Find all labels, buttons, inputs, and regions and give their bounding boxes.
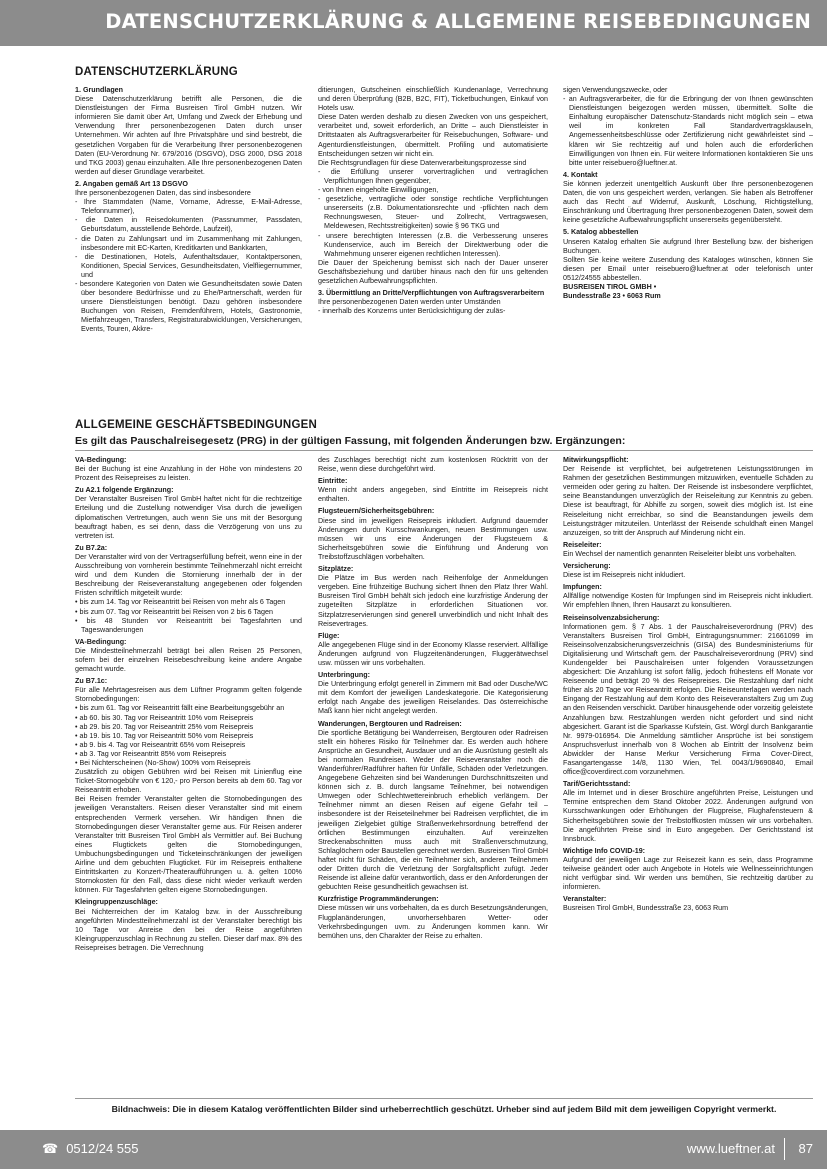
paragraph: Alle im Internet und in dieser Broschüre angeführten Preise, Leistungen und Termine entsprechen dem Stand Oktober 2022. Änderungen aufgrund von Kursschwankungen oder Erhöhungen der Flugpreise, Flughafensteuern & Sicherheitsgebühren sowie der Treibstoffkosten müssen wir uns vorbehalten. Die angeführten Preise sind in Euro angegeben. Der Gerichtsstand ist Innsbruck. — [563, 789, 813, 843]
list-item: - Ihre Stammdaten (Name, Vorname, Adresse, E-Mail-Adresse, Telefonnummer), — [75, 198, 302, 216]
list-item: • ab 9. bis 4. Tag vor Reiseantritt 65% vom Reisepreis — [75, 740, 246, 749]
footer-separator — [784, 1138, 785, 1160]
section-heading: Veranstalter: — [563, 895, 607, 904]
section-heading: Zu B7.1c: — [75, 677, 108, 686]
footer-bar — [0, 1130, 827, 1169]
paragraph: Wenn nicht anders angegeben, sind Eintritte im Reisepreis nicht enthalten. — [318, 486, 548, 504]
section-heading: 3. Übermittlung an Dritte/Verpflichtungen von Auftragsverarbeitern — [318, 289, 545, 298]
paragraph: Der Reisende ist verpflichtet, bei aufgetretenen Leistungsstörungen im Rahmen der gesetzlichen Bestimmungen mitzuwirken, eventuelle Schäden zu vermeiden oder gering zu halten. Der Reisende ist insbesondere verpflichtet, seine Beanstandungen unverzüglich der Reiseleitung zur Kenntnis zu geben. Diese ist beauftragt, für Abhilfe zu sorgen, soweit dies möglich ist. Ist eine Reiseleitung nicht erreichbar, so sind die Beanstandungen jeweils dem Leistungsträger mitzuteilen. Unterlässt der Reisende schuldhaft einen Mangel anzuzeigen, so tritt der Anspruch auf Minderung nicht ein. — [563, 465, 813, 537]
terms-subtitle: Es gilt das Pauschalreisegesetz (PRG) in der gültigen Fassung, mit folgenden Änderungen bzw. Ergänzungen: — [75, 435, 626, 447]
privacy-column-3 — [563, 86, 813, 301]
company-address: Bundesstraße 23 • 6063 Rum — [563, 292, 661, 301]
paragraph: Die sportliche Betätigung bei Wanderreisen, Bergtouren oder Radreisen stellt ein höheres Risiko für Teilnehmer dar. Es werden auch höhere Ansprüche an Gesundheit, Ausdauer und an die Ausrüstung gestellt als bei normalen Rundreisen. Weder der Reiseveranstalter noch die Wanderführer/Radführer haften für Unfälle, Schäden oder Verletzungen. Angegebene Gehzeiten sind bei Wanderungen Durchschnittszeiten und können sich z. B. durch langsame Teilnehmer, bei notwendigen Umwegen oder Schlechtwettereinbruch erheblich verlängern. Der Teilnehmer nimmt an diesen Reisen auf eigene Gefahr teil – insbesondere ist der Reiseteilnehmer bei Radreisen verpflichtet, die im jeweiligen Zielgebiet gültige Straßenverkehrsordnung betreffend der örtlichen Bestimmungen einzuhalten. Auf vereinzelten Streckenabschnitten muss auch mit Straßenverschmutzung, Schlaglöchern oder Baustellen gerechnet werden. Busreisen Tirol GmbH haftet nicht für Schäden, die ein Teilnehmer sich, anderen Teilnehmern oder Dritten durch die Verletzung der Sorgfaltspflicht zufügt. Jeder Reisende ist alleine dafür verantwortlich, dass er den Anforderungen der gebuchten Reise gesundheitlich gewachsen ist. — [318, 728, 548, 892]
list-item: • ab 60. bis 30. Tag vor Reiseantritt 10% vom Reisepreis — [75, 713, 254, 722]
privacy-column-1 — [75, 86, 302, 335]
paragraph: sigen Verwendungszwecke, oder — [563, 86, 668, 94]
paragraph: Für alle Mehrtagesreisen aus dem Lüftner Programm gelten folgende Stornobedingungen: — [75, 686, 302, 704]
paragraph: Diese Datenschutzerklärung betrifft alle Personen, die die Dienstleistungen der Firma Busreisen Tirol GmbH nutzen. Wir informieren Sie damit über Art, Umfang und Zweck der Erhebung und Verwendung Ihrer personenbezogenen Daten durch unser Unternehmen. Wir achten auf Ihre Privatsphäre und sind bestrebt, die gesetzlichen Vorgaben für die Verarbeitung Ihrer personenbezogenen Daten (EU-Verordnung Nr. 679/2016 (DSGVO), DSG 2000, DSG 2018 und TKG 2003) genau einzuhalten. Alle Ihre personenbezogenen Daten werden auf dieser Grundlage verarbeitet. — [75, 95, 302, 176]
section-heading: Mitwirkungspflicht: — [563, 456, 629, 464]
section-heading: Sitzplätze: — [318, 565, 354, 574]
paragraph: Unseren Katalog erhalten Sie aufgrund Ihrer Bestellung bzw. der bisherigen Buchungen. — [563, 237, 813, 255]
section-heading: Wanderungen, Bergtouren und Radreisen: — [318, 719, 462, 728]
page-header-title: DATENSCHUTZERKLÄRUNG & ALLGEMEINE REISEBEDINGUNGEN — [105, 10, 811, 33]
footer-phone[interactable] — [42, 1141, 139, 1157]
paragraph: Allfällige notwendige Kosten für Impfungen sind im Reisepreis nicht inkludiert. Wir empfehlen Ihnen, Ihren Hausarzt zu konsultieren. — [563, 592, 813, 610]
list-item: - an Auftragsverarbeiter, die für die Erbringung der von Ihnen gewünschten Dienstleistungen beigezogen werden müssen, übermittelt. Sollte die Einhaltung europäischer Datenschutz-Standards nicht möglich sein – etwa weil im konkreten Fall Standardvertragsklauseln, Angemessenheitsbeschlüsse oder Zertifizierung nicht gewährleistet sind – klären wir Sie rechtzeitig auf und holen auch die erforderlichen Einwilligungen von Ihnen ein. Für weitere Informationen kontaktieren Sie uns bitte unter reisebuero@lueftner.at. — [563, 95, 813, 167]
paragraph: Diese müssen wir uns vorbehalten, da es durch Besetzungsänderungen, Flugplanänderungen, unvorhersehbaren Wetter- oder Verkehrsbedingungen uvm. zu Änderungen kommen kann. Wir bemühen uns, den Charakter der Reise zu erhalten. — [318, 904, 548, 940]
list-item: - unsere berechtigten Interessen (z.B. die Verbesserung unseres Kundenservice, auch im Bereich der Direktwerbung oder die Wahrnehmung unserer eigenen rechtlichen Interessen). — [318, 231, 548, 258]
bullet-list — [318, 307, 548, 316]
page-number: 87 — [798, 1141, 813, 1156]
section-heading: Impfungen: — [563, 583, 602, 592]
section-heading: 4. Kontakt — [563, 170, 598, 179]
list-item: - die Daten zu Zahlungsart und im Zusammenhang mit Zahlungen, insbesondere mit EC-Karten, Kreditkarten und Bankkarten, — [75, 234, 302, 252]
company-name: BUSREISEN TIROL GMBH • — [563, 282, 657, 291]
paragraph: Die Dauer der Speicherung bemisst sich nach der Dauer unserer Geschäftsbeziehung und darüber hinaus nach den für uns geltenden gesetzlichen Aufbewahrungspflichten. — [318, 258, 548, 285]
terms-column-2 — [318, 456, 548, 941]
paragraph: Aufgrund der jeweiligen Lage zur Reisezeit kann es sein, dass Programme teilweise geändert oder auch Angebote in Hotels wie Wellnesseinrichtungen nicht verfügbar sind. Wir werden uns bemühen, Sie rechtzeitig darüber zu informieren. — [563, 855, 813, 892]
paragraph: Alle angegebenen Flüge sind in der Economy Klasse reserviert. Allfällige Änderungen aufgrund von Flugzeitenänderungen, Fluggerätwechsel usw. müssen wir uns vorbehalten. — [318, 640, 548, 667]
paragraph: Sie können jederzeit unentgeltlich Auskunft über Ihre personenbezogenen Daten, die von uns gespeichert werden, verlangen. Sie haben als Betroffener auch das Recht auf Widerruf, Auskunft, Löschung, Richtigstellung, Einschränkung und Übertragung Ihrer personenbezogenen Daten, soweit dem keine gesetzliche Aufbewahrungspflicht unsererseits gegenübersteht. — [563, 179, 813, 225]
section-heading: Zu A2.1 folgende Ergänzung: — [75, 486, 174, 495]
paragraph: Sollten Sie keine weitere Zusendung des Kataloges wünschen, können Sie diesen per Email unter reisebuero@lueftner.at oder telefonisch unter 0512/24555 abbestellen. — [563, 255, 813, 282]
divider — [75, 450, 813, 451]
bullet-list — [563, 95, 813, 168]
paragraph: Bei Reisen fremder Veranstalter gelten die Stornobedingungen des jeweiligen Veranstalters. Reisen dieser Veranstalter sind mit einem entsprechenden Vermerk versehen. Wir händigen Ihnen die Stornobedingungen dieser Veranstalter gerne aus. Für Reisen anderer Veranstalter tritt Busreisen Tirol GmbH als Vermittler auf. Bei Buchung eines Flugtickets gelten die Stornobedingungen, Umbuchungsbedingungen und Ticketeinschränkungen der jeweiligen Airline und dem gebuchten Flugticket. Für im Reisepreis enthaltene Eintrittskarten zu Konzert-/Theateraufführungen u. ä. gelten 100% Stornokosten für den Fall, dass diese nicht wieder verkauft werden können. Für Tagesfahrten gelten eigene Stornobedingungen. — [75, 795, 302, 895]
bullet-list — [75, 704, 302, 768]
paragraph: Diese sind im jeweiligen Reisepreis inkludiert. Aufgrund dauernder Änderungen durch Kursschwankungen, neuen Bestimmungen usw. müssen wir uns eine Änderungen der Flugsteuern & Sicherheitsgebühren sowie die Einführung und Änderung von Treibstoffzuschlägen vorbehalten. — [318, 516, 548, 561]
section-heading: Versicherung: — [563, 562, 611, 571]
section-heading: VA-Bedingung: — [75, 456, 127, 464]
paragraph: Diese Daten werden deshalb zu diesen Zwecken von uns gespeichert, verarbeitet und, soweit erforderlich, an Dritte – auch Dienstleister in Drittstaaten als Auftragsverarbeiter für Reisebuchungen, Software- und Agenturdienstleistungen, übermittelt. Profiling und automatisierte Entscheidungen setzen wir nicht ein. — [318, 113, 548, 158]
list-item: • bis zum 61. Tag vor Reiseantritt fällt eine Bearbeitungsgebühr an — [75, 704, 285, 713]
section-heading: Eintritte: — [318, 477, 348, 486]
website-link[interactable]: www.lueftner.at — [686, 1141, 775, 1156]
section-heading: Zu B7.2a: — [75, 543, 108, 552]
paragraph: des Zuschlages berechtigt nicht zum kostenlosen Rücktritt von der Reise, wenn diese durchgeführt wird. — [318, 456, 548, 474]
paragraph: Der Veranstalter Busreisen Tirol GmbH haftet nicht für die rechtzeitige Erteilung und die Zustellung notwendiger Visa durch die jeweiligen diplomatischen Vertretungen, auch wenn Sie uns mit der Besorgung beauftragt haben, es sei denn, dass die Verzögerung von uns zu vertreten ist. — [75, 495, 302, 540]
bullet-list — [318, 168, 548, 259]
list-item: - gesetzliche, vertragliche oder sonstige rechtliche Verpflichtungen unsererseits (z.B. Dokumentationsrechte und -pflichten nach dem Rechnungswesen, Steuer- und Zollrecht, Vertragswesen, Meldewesen, Rechtsstreitigkeiten) sowie § 96 TKG und — [318, 195, 548, 231]
paragraph: Busreisen Tirol GmbH, Bundesstraße 23, 6063 Rum — [563, 904, 729, 913]
terms-column-3 — [563, 456, 813, 914]
section-heading: 2. Angaben gemäß Art 13 DSGVO — [75, 179, 188, 188]
list-item: - die Erfüllung unserer vorvertraglichen und vertraglichen Verpflichtungen Ihnen gegenüber, — [318, 167, 548, 185]
header-banner — [0, 0, 827, 46]
list-item: - innerhalb des Konzerns unter Berücksichtigung der zuläs- — [318, 307, 506, 316]
section-heading: Reiseinsolvenzabsicherung: — [563, 613, 660, 622]
list-item: • Bei Nichterscheinen (No-Show) 100% vom Reisepreis — [75, 759, 251, 767]
paragraph: Informationen gem. § 7 Abs. 1 der Pauschalreiseverordnung (PRV) des Veranstalters Busreisen Tirol GmbH, Eintragungsnummer: 21661099 im Reiseinsolvenzabsicherungsverzeichnis (GISA) des Bundesministeriums für Digitalisierung und Wirtschaft gem. der Pauschalreiseverordnung (PRV) sind Kundengelder bei Pauschalreisen unter folgenden Voraussetzungen abgesichert: Die Anzahlung ist sofort fällig, jedoch frühestens elf Monate vor Reiseende und beträgt 20 % des Reisepreises. Die Restzahlung darf nicht früher als 20 Tage vor Reiseantritt erfolgen. Die Reiseunterlagen werden nach Eingang der Restzahlung auf dem Konto des Reiseveranstalters Zug um Zug an den Reisenden verschickt. Darüber hinausgehende oder vorzeitig geleistete Anzahlungen bzw. Restzahlungen werden nicht gefordert und sind nicht abgesichert. Garant ist die Sparkasse Kufstein, Gst. Wörgl durch Bankgarantie Nr. 9979-016954. Die Anmeldung sämtlicher Ansprüche ist bei sonstigem Anspruchsverlust innerhalb von 8 Wochen ab Eintritt der Insolvenz beim Abwickler der Hanse Merkur Versicherung Firma Cover-Direct, Fasangartengasse 14/8, 1130 Wien, Tel. 0043/1/9690840, Email office@coverdirect.com vorzunehmen. — [563, 622, 813, 777]
terms-title: ALLGEMEINE GESCHÄFTSBEDINGUNGEN — [75, 419, 317, 431]
list-item: • ab 19. bis 10. Tag vor Reiseantritt 50% vom Reisepreis — [75, 731, 254, 740]
phone-number: 0512/24 555 — [66, 1141, 139, 1156]
paragraph: Der Veranstalter wird von der Vertragserfüllung befreit, wenn eine in der Ausschreibung von vornherein bestimmte Teilnehmerzahl nicht erreicht wird und dem Kunden die Stornierung innerhalb der in der Beschreibung der Reiseveranstaltung angegebenen oder folgenden Fristen schriftlich mitgeteilt wurde: — [75, 552, 302, 598]
section-heading: Kurzfristige Programmänderungen: — [318, 895, 439, 904]
paragraph: Die Plätze im Bus werden nach Reihenfolge der Anmeldungen vergeben. Eine frühzeitige Buchung sichert Ihnen den Platz Ihrer Wahl. Busreisen Tirol GmbH behält sich jedoch eine kurzfristige Änderung der zugeteilten Sitzplätze in erforderlichen Situationen vor. Sitzplatzreservierungen sind generell unverbindlich und nicht Inhalt des Reisevertrages. — [318, 574, 548, 628]
divider — [75, 1098, 813, 1099]
list-item: - von Ihnen eingeholte Einwilligungen, — [318, 186, 439, 195]
paragraph: Ihre personenbezogenen Daten werden unter Umständen — [318, 298, 501, 307]
image-credits-note: Bildnachweis: Die in diesem Katalog veröffentlichten Bilder sind urheberrechtlich geschützt. Urheber sind auf jedem Bild mit dem jeweiligen Copyright vermerkt. — [111, 1104, 777, 1114]
paragraph: Ihre personenbezogenen Daten, das sind insbesondere — [75, 189, 251, 198]
list-item: • bis zum 07. Tag vor Reiseantritt bei Reisen von 2 bis 6 Tagen — [75, 607, 273, 616]
paragraph: Die Mindestteilnehmerzahl beträgt bei allen Reisen 25 Personen, sofern bei der einzelnen Reisebeschreibung keine andere Angabe gemacht wurde. — [75, 646, 302, 674]
paragraph: Zusätzlich zu obigen Gebühren wird bei Reisen mit Linienflug eine Ticket-Stornogebühr von € 120,- pro Person bereits ab dem 60. Tag vor Reiseantritt erhoben. — [75, 768, 302, 795]
paragraph: Bei der Buchung ist eine Anzahlung in der Höhe von mindestens 20 Prozent des Reisepreises zu leisten. — [75, 465, 302, 483]
bullet-list — [75, 598, 302, 634]
section-heading: Flüge: — [318, 631, 340, 640]
list-item: - die Destinationen, Hotels, Aufenthaltsdauer, Kontaktpersonen, Konditionen, Special Services, Gesundheitsdaten, Vielfliegernummer, und — [75, 252, 302, 279]
section-heading: 1. Grundlagen — [75, 86, 124, 94]
bullet-list — [75, 198, 302, 334]
phone-icon: ☎ — [42, 1141, 59, 1156]
section-heading: Reiseleiter: — [563, 540, 602, 549]
section-heading: Tarif/Gerichtsstand: — [563, 780, 631, 789]
section-heading: Flugsteuern/Sicherheitsgebühren: — [318, 507, 435, 516]
section-heading: Kleingruppenzuschläge: — [75, 898, 158, 907]
paragraph: Die Unterbringung erfolgt generell in Zimmern mit Bad oder Dusche/WC mit dem Komfort der jeweiligen Landeskategorie. Die Kategorisierung erfolgt nach Angabe des jeweiligen Reiselandes. Das österreichische Maß kann hier nicht angelegt werden. — [318, 680, 548, 716]
paragraph: Diese ist im Reisepreis nicht inkludiert. — [563, 571, 686, 580]
paragraph: ditierungen, Gutscheinen einschließlich Kundenanlage, Verrechnung und deren Überprüfung (B2B, B2C, FIT), Ticketbuchungen, Einkauf von Hotels usw. — [318, 86, 548, 113]
terms-column-1 — [75, 456, 302, 953]
list-item: - besondere Kategorien von Daten wie Gesundheitsdaten sowie Daten über besondere Bedürfnisse und zu Ehe/Partnerschaft, werden für unsere Dienstleistungen benötigt. Dazu gehören insbesondere Buchungen von Reisen, Fremdenführern, Hotels, Gastronomie, Mietfahrzeugen, Transfers, Registraturabwicklungen, Versicherungen, Events, Touren, Akkre- — [75, 279, 302, 334]
list-item: • bis zum 14. Tag vor Reiseantritt bei Reisen von mehr als 6 Tagen — [75, 598, 286, 607]
privacy-title: DATENSCHUTZERKLÄRUNG — [75, 66, 238, 78]
privacy-column-2 — [318, 86, 548, 316]
list-item: • ab 29. bis 20. Tag vor Reiseantritt 25% vom Reisepreis — [75, 722, 254, 731]
paragraph: Die Rechtsgrundlagen für diese Datenverarbeitungsprozesse sind — [318, 158, 527, 167]
list-item: • ab 3. Tag vor Reiseantritt 85% vom Reisepreis — [75, 749, 227, 758]
section-heading: 5. Katalog abbestellen — [563, 228, 639, 237]
list-item: • bis 48 Stunden vor Reiseantritt bei Tagesfahrten und Tageswanderungen — [75, 616, 302, 634]
section-heading: Unterbringung: — [318, 671, 370, 680]
list-item: - die Daten in Reisedokumenten (Passnummer, Passdaten, Geburtsdatum, ausstellende Behörde, Laufzeit), — [75, 216, 302, 234]
paragraph: Ein Wechsel der namentlich genannten Reiseleiter bleibt uns vorbehalten. — [563, 549, 797, 558]
section-heading: VA-Bedingung: — [75, 637, 127, 646]
paragraph: Bei Nichterreichen der im Katalog bzw. in der Ausschreibung angeführten Mindestteilnehmerzahl ist der Veranstalter berechtigt bis 10 Tage vor Anreise den bei der Reise angeführten Kleingruppenzuschlag in Rechnung zu stellen. Dieser darf max. 8% des Reisepreises betragen. Die Verrechnung — [75, 907, 302, 952]
section-heading: Wichtige Info COVID-19: — [563, 846, 646, 855]
